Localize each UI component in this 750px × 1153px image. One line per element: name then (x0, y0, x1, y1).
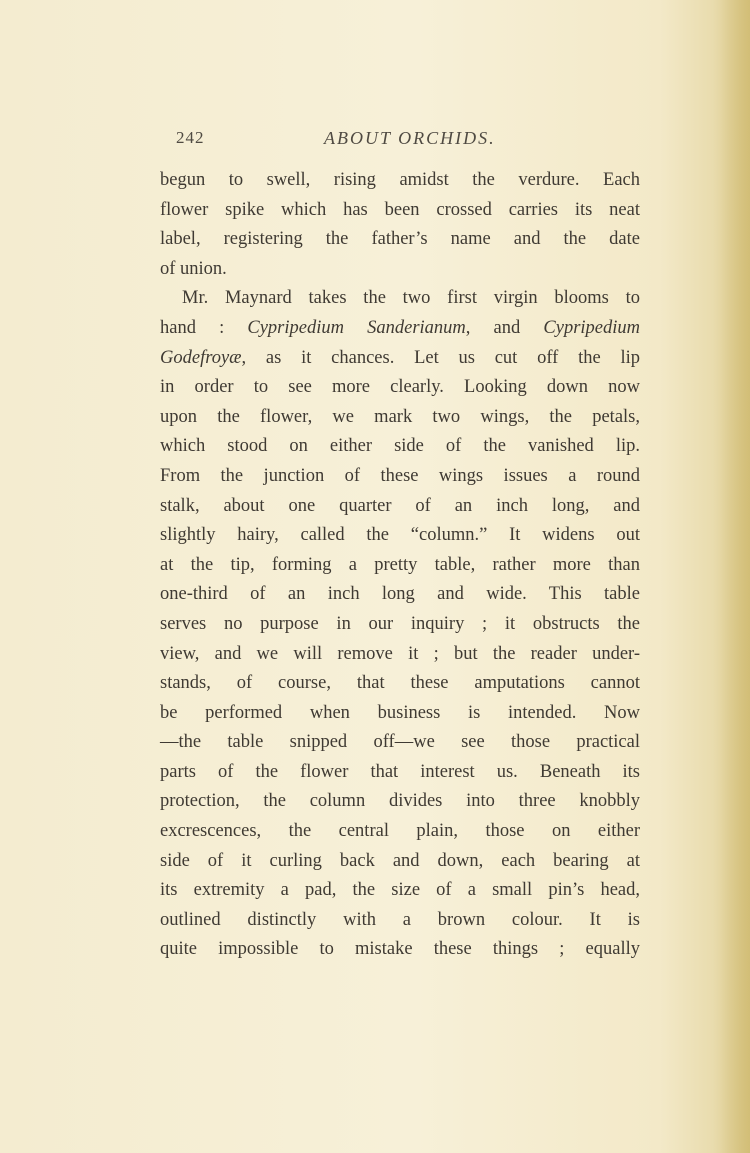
genus-name: Cypripedium (543, 317, 640, 338)
text-line: at the tip, forming a pretty table, rather more than (160, 554, 640, 575)
text-line: Mr. Maynard takes the two first virgin blooms to (182, 288, 640, 309)
text-line: flower spike which has been crossed carries its neat (160, 199, 640, 220)
species-name: Cypripedium Sanderianum (247, 317, 466, 338)
text-span: hand : (160, 317, 248, 338)
text-line: in order to see more clearly. Looking down now (160, 377, 640, 398)
body-text (160, 166, 640, 965)
text-line (160, 344, 640, 374)
species-name: Godefroyæ (160, 347, 242, 368)
text-line: upon the flower, we mark two wings, the petals, (160, 406, 640, 427)
text-line: outlined distinctly with a brown colour. It is (160, 909, 640, 930)
text-line: side of it curling back and down, each bearing at (160, 850, 640, 871)
text-line: slightly hairy, called the “column.” It widens out (160, 525, 640, 546)
text-line (160, 314, 640, 344)
running-title: ABOUT ORCHIDS. (324, 128, 496, 148)
text-span: , and (465, 317, 544, 338)
text-line: view, and we will remove it ; but the reader under- (160, 643, 640, 664)
text-line: stalk, about one quarter of an inch long, and (160, 495, 640, 516)
text-line: one-third of an inch long and wide. This table (160, 584, 640, 605)
text-line: serves no purpose in our inquiry ; it obstructs the (160, 613, 640, 634)
text-span: , as it chances. Let us cut off the lip (241, 347, 640, 368)
text-line: be performed when business is intended. Now (160, 702, 640, 723)
text-line: begun to swell, rising amidst the verdure. Each (160, 170, 640, 190)
text-line: stands, of course, that these amputations cannot (160, 673, 640, 694)
text-line: of union. (160, 258, 227, 279)
text-line: quite impossible to mistake these things ; equally (160, 939, 640, 960)
text-line: —the table snipped off—we see those practical (160, 732, 640, 753)
running-head (176, 128, 506, 152)
text-line: excrescences, the central plain, those on either (160, 821, 640, 842)
text-line: label, registering the father’s name and the date (160, 229, 640, 250)
text-line: parts of the flower that interest us. Beneath its (160, 761, 640, 782)
text-line: protection, the column divides into three knobbly (160, 791, 640, 812)
text-line: From the junction of these wings issues a round (160, 465, 640, 486)
text-line: its extremity a pad, the size of a small pin’s head, (160, 880, 640, 901)
page-number: 242 (176, 128, 205, 147)
text-line: which stood on either side of the vanished lip. (160, 436, 640, 457)
